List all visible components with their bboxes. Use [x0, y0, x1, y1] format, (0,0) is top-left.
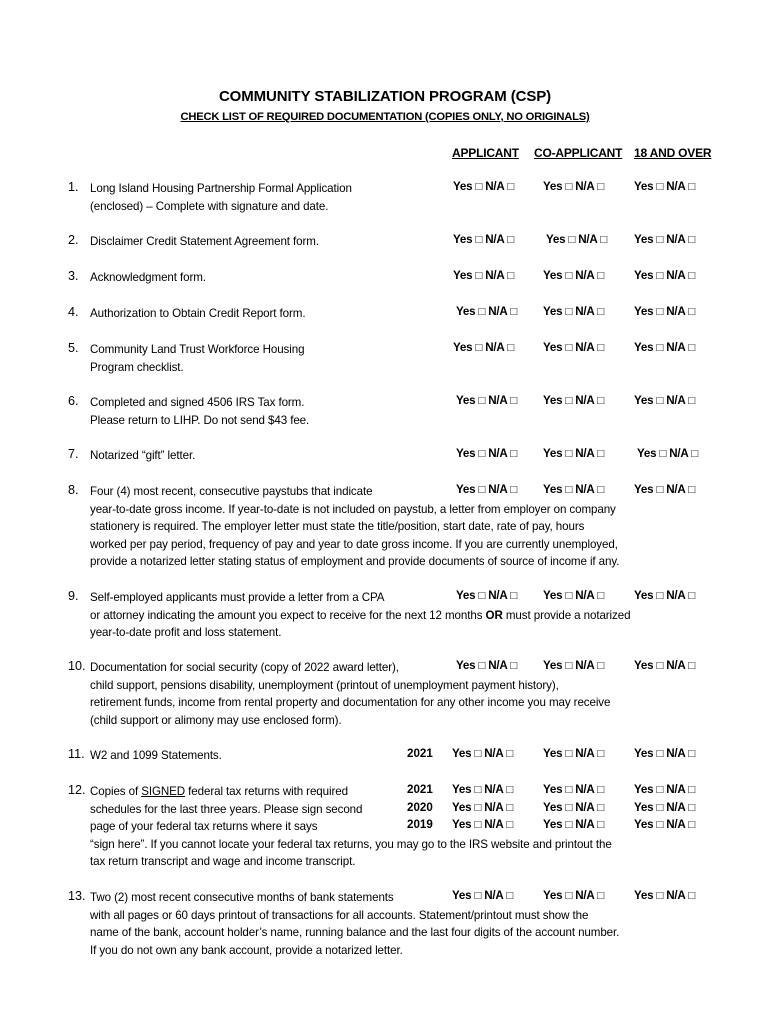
- item-number: 5.: [68, 341, 79, 355]
- item-text-segment: must provide a notarized: [502, 608, 631, 622]
- column-header-applicant: APPLICANT: [452, 146, 519, 160]
- tax-year-label: 2020: [407, 800, 433, 814]
- applicant-yes-na-checkbox[interactable]: Yes □ N/A □: [456, 483, 517, 496]
- co-applicant-yes-na-checkbox[interactable]: Yes □ N/A □: [543, 305, 604, 318]
- tax-year-label: 2021: [407, 747, 433, 760]
- item-text-line: Acknowledgment form.: [90, 271, 206, 284]
- emphasis-signed: SIGNED: [141, 785, 186, 798]
- item-description: [90, 394, 309, 429]
- item-number: 10.: [68, 659, 86, 673]
- item-text-line: with all pages or 60 days printout of transactions for all accounts. Statement/printout must show the: [90, 908, 589, 922]
- item-description: [90, 659, 610, 729]
- co-applicant-yes-na-checkbox[interactable]: Yes □ N/A □: [543, 659, 604, 672]
- co-applicant-yes-na-checkbox[interactable]: Yes □ N/A □: [543, 180, 604, 193]
- item-text-line: Two (2) most recent consecutive months of bank statements: [90, 891, 394, 904]
- item-text-line: [90, 783, 612, 801]
- item-description: [90, 305, 305, 323]
- item-text-line: “sign here”. If you cannot locate your federal tax returns, you may go to the IRS website and printout the: [90, 837, 612, 851]
- co-applicant-yes-na-checkbox[interactable]: Yes □ N/A □: [543, 483, 604, 496]
- co-applicant-yes-na-checkbox[interactable]: Yes □ N/A □: [543, 747, 604, 760]
- applicant-yes-na-checkbox[interactable]: Yes □ N/A □: [452, 889, 513, 902]
- item-text-line: Self-employed applicants must provide a letter from a CPA: [90, 591, 385, 604]
- applicant-yes-na-checkbox[interactable]: Yes □ N/A □: [456, 305, 517, 318]
- applicant-yes-na-checkbox[interactable]: Yes □ N/A □: [456, 589, 517, 602]
- applicant-yes-na-checkbox-2021[interactable]: Yes □ N/A □: [452, 783, 513, 796]
- item-text-line: W2 and 1099 Statements.: [90, 749, 222, 762]
- column-header-18-and-over: 18 AND OVER: [634, 146, 712, 160]
- column-header-co-applicant: CO-APPLICANT: [534, 146, 623, 160]
- over18-yes-na-checkbox-2020[interactable]: Yes □ N/A □: [634, 800, 695, 814]
- emphasis-or: OR: [485, 608, 503, 622]
- item-text-line: Disclaimer Credit Statement Agreement form.: [90, 235, 319, 248]
- item-number: 4.: [68, 305, 79, 319]
- applicant-yes-na-checkbox-2019[interactable]: Yes □ N/A □: [452, 818, 513, 831]
- over18-yes-na-checkbox[interactable]: Yes □ N/A □: [634, 589, 695, 602]
- co-applicant-yes-na-checkbox-2019[interactable]: Yes □ N/A □: [543, 818, 604, 831]
- over18-yes-na-checkbox[interactable]: Yes □ N/A □: [634, 341, 695, 354]
- item-text-line: (enclosed) – Complete with signature and date.: [90, 199, 329, 213]
- over18-yes-na-checkbox[interactable]: Yes □ N/A □: [634, 394, 695, 407]
- over18-yes-na-checkbox-2019[interactable]: Yes □ N/A □: [634, 818, 695, 831]
- item-text-line: [90, 607, 630, 625]
- applicant-yes-na-checkbox[interactable]: Yes □ N/A □: [453, 233, 514, 246]
- item-text-segment: or attorney indicating the amount you expect to receive for the next 12 months: [90, 608, 486, 622]
- page-title: COMMUNITY STABILIZATION PROGRAM (CSP): [218, 88, 552, 105]
- item-text-line: name of the bank, account holder’s name, running balance and the last four digits of the account number.: [90, 926, 620, 939]
- item-description: [90, 783, 612, 871]
- applicant-yes-na-checkbox[interactable]: Yes □ N/A □: [453, 341, 514, 354]
- over18-yes-na-checkbox[interactable]: Yes □ N/A □: [634, 747, 695, 760]
- over18-yes-na-checkbox[interactable]: Yes □ N/A □: [637, 447, 698, 460]
- over18-yes-na-checkbox[interactable]: Yes □ N/A □: [634, 305, 695, 318]
- item-text-line: Four (4) most recent, consecutive paystubs that indicate: [90, 485, 373, 498]
- over18-yes-na-checkbox[interactable]: Yes □ N/A □: [634, 483, 695, 496]
- item-text-line: year-to-date profit and loss statement.: [90, 626, 282, 639]
- item-text-line: Completed and signed 4506 IRS Tax form.: [90, 396, 305, 409]
- item-description: [90, 233, 319, 251]
- item-number: 6.: [68, 394, 79, 408]
- co-applicant-yes-na-checkbox[interactable]: Yes □ N/A □: [543, 394, 604, 407]
- item-text-line: tax return transcript and wage and income transcript.: [90, 855, 356, 868]
- item-text-line: Community Land Trust Workforce Housing: [90, 343, 305, 356]
- over18-yes-na-checkbox-2021[interactable]: Yes □ N/A □: [634, 783, 695, 796]
- applicant-yes-na-checkbox[interactable]: Yes □ N/A □: [456, 394, 517, 407]
- over18-yes-na-checkbox[interactable]: Yes □ N/A □: [634, 180, 695, 193]
- over18-yes-na-checkbox[interactable]: Yes □ N/A □: [634, 269, 695, 282]
- item-text-line: year-to-date gross income. If year-to-date is not included on paystub, a letter from employer on company: [90, 502, 616, 516]
- tax-year-label: 2019: [407, 818, 433, 831]
- item-number: 7.: [68, 447, 79, 461]
- item-description: [90, 483, 619, 571]
- item-description: [90, 269, 206, 287]
- co-applicant-yes-na-checkbox[interactable]: Yes □ N/A □: [543, 889, 604, 902]
- item-text-line: child support, pensions disability, unemployment (printout of unemployment payment history),: [90, 678, 559, 692]
- over18-yes-na-checkbox[interactable]: Yes □ N/A □: [634, 233, 695, 246]
- item-text-line: Long Island Housing Partnership Formal Application: [90, 182, 352, 195]
- item-text-line: Notarized “gift” letter.: [90, 449, 196, 462]
- tax-year-label: 2021: [407, 783, 433, 796]
- co-applicant-yes-na-checkbox[interactable]: Yes □ N/A □: [546, 233, 607, 246]
- applicant-yes-na-checkbox[interactable]: Yes □ N/A □: [452, 747, 513, 760]
- item-text-line: retirement funds, income from rental property and documentation for any other income you may receive: [90, 696, 611, 709]
- item-text-line: page of your federal tax returns where it says: [90, 820, 318, 833]
- applicant-yes-na-checkbox-2020[interactable]: Yes □ N/A □: [452, 800, 513, 814]
- applicant-yes-na-checkbox[interactable]: Yes □ N/A □: [456, 447, 517, 460]
- co-applicant-yes-na-checkbox-2020[interactable]: Yes □ N/A □: [543, 800, 604, 814]
- item-text-line: Authorization to Obtain Credit Report form.: [90, 307, 306, 320]
- applicant-yes-na-checkbox[interactable]: Yes □ N/A □: [453, 269, 514, 282]
- item-description: [90, 180, 352, 215]
- page-subtitle: CHECK LIST OF REQUIRED DOCUMENTATION (COPIES ONLY, NO ORIGINALS): [180, 111, 590, 123]
- item-number: 1.: [68, 180, 79, 194]
- co-applicant-yes-na-checkbox[interactable]: Yes □ N/A □: [543, 341, 604, 354]
- co-applicant-yes-na-checkbox[interactable]: Yes □ N/A □: [543, 589, 604, 602]
- item-description: [90, 447, 195, 465]
- item-text-line: schedules for the last three years. Please sign second: [90, 802, 363, 816]
- item-description: [90, 889, 619, 959]
- item-description: [90, 341, 304, 376]
- item-text-line: provide a notarized letter stating status of employment and provide documents of source of income if any.: [90, 555, 620, 568]
- co-applicant-yes-na-checkbox[interactable]: Yes □ N/A □: [543, 447, 604, 460]
- item-number: 11.: [68, 747, 85, 761]
- item-text-line: Program checklist.: [90, 360, 184, 374]
- item-number: 2.: [68, 233, 79, 247]
- item-number: 13.: [68, 889, 86, 903]
- item-text-line: worked per pay period, frequency of pay and year to date gross income. If you are currently unemployed,: [90, 537, 618, 551]
- item-text-line: stationery is required. The employer letter must state the title/position, start date, rate of pay, hours: [90, 520, 585, 533]
- item-number: 12.: [68, 783, 86, 797]
- item-text-line: Documentation for social security (copy of 2022 award letter),: [90, 661, 399, 674]
- co-applicant-yes-na-checkbox-2021[interactable]: Yes □ N/A □: [543, 783, 604, 796]
- item-text-line: (child support or alimony may use enclosed form).: [90, 713, 342, 727]
- over18-yes-na-checkbox[interactable]: Yes □ N/A □: [634, 659, 695, 672]
- over18-yes-na-checkbox[interactable]: Yes □ N/A □: [634, 889, 695, 902]
- item-number: 9.: [68, 589, 79, 603]
- item-number: 3.: [68, 269, 79, 283]
- item-number: 8.: [68, 483, 79, 497]
- item-text-line: Please return to LIHP. Do not send $43 fee.: [90, 413, 310, 427]
- item-text-line: If you do not own any bank account, provide a notarized letter.: [90, 943, 403, 957]
- applicant-yes-na-checkbox[interactable]: Yes □ N/A □: [456, 659, 517, 672]
- applicant-yes-na-checkbox[interactable]: Yes □ N/A □: [453, 180, 514, 193]
- item-description: [90, 747, 222, 765]
- item-text-segment: Copies of: [90, 785, 142, 798]
- co-applicant-yes-na-checkbox[interactable]: Yes □ N/A □: [543, 269, 604, 282]
- item-text-segment: federal tax returns with required: [185, 785, 348, 798]
